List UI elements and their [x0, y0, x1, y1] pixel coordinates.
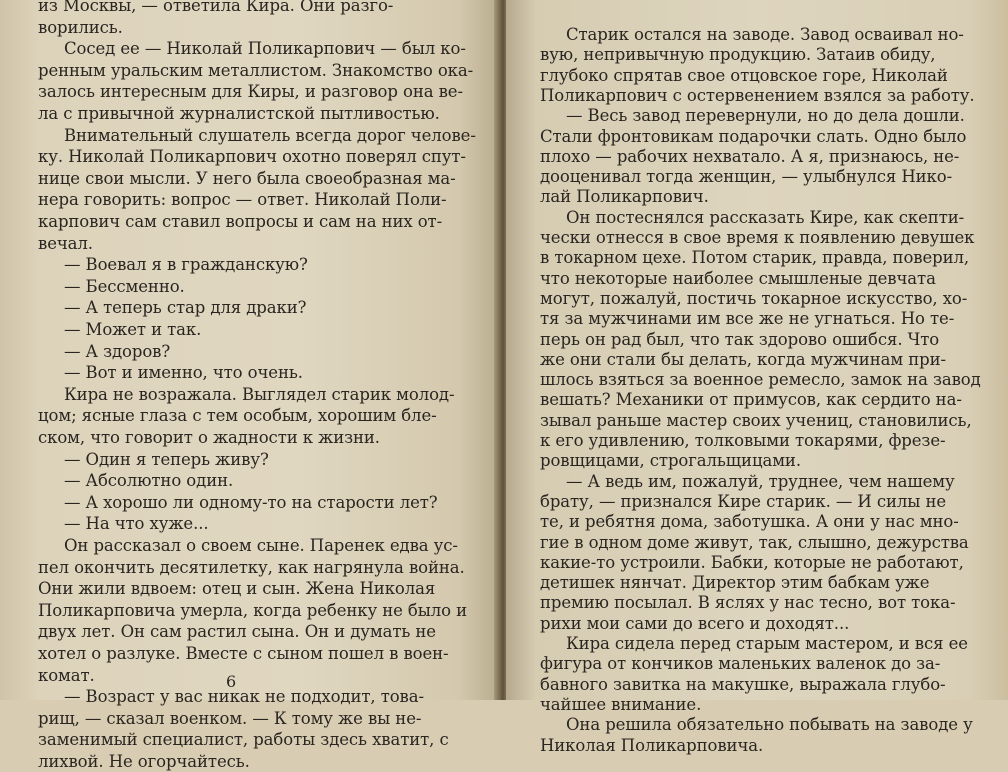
text-line: перь он рад был, что так здорово ошибся. Что	[540, 329, 940, 349]
text-line: Поликарповича умерла, когда ребенку не было и	[38, 600, 468, 620]
text-line: — Бессменно.	[64, 276, 185, 296]
text-line: — А ведь им, пожалуй, труднее, чем нашему	[566, 471, 955, 491]
text-line: нице свои мысли. У него была своеобразная ма-	[38, 168, 456, 188]
text-line: те, и ребятня дома, заботушка. А они у нас мно-	[540, 512, 959, 532]
text-line: шлось взяться за военное ремесло, замок на завод	[540, 370, 981, 390]
text-line: — Вот и именно, что очень.	[64, 363, 303, 383]
text-line: — Возраст у вас никак не подходит, това-	[64, 687, 424, 707]
text-line: глубоко спрятав свое отцовское горе, Николай	[540, 65, 948, 85]
text-line: бавного завитка на макушке, выражала глубо-	[540, 674, 946, 694]
text-line: ворились.	[38, 17, 123, 37]
text-line: Николая Поликарповича.	[540, 735, 764, 755]
text-line: — На что хуже...	[64, 514, 209, 534]
text-line: вешать? Механики от примусов, как сердито на-	[540, 390, 962, 410]
text-line: ла с привычной журналистской пытливостью.	[38, 104, 440, 123]
page-number: 6	[226, 672, 237, 691]
text-line: в токарном цехе. Потом старик, правда, поверил,	[540, 248, 970, 268]
text-line: Кира сидела перед старым мастером, и вся ее	[566, 634, 968, 653]
text-line: рищ, — сказал военком. — К тому же вы не-	[38, 708, 422, 728]
text-line: комат.	[38, 665, 95, 685]
text-line: заменимый специалист, работы здесь хватит, с	[38, 730, 449, 750]
text-line: к его удивлению, толковыми токарями, фрезе-	[540, 431, 946, 450]
text-line: Он рассказал о своем сыне. Паренек едва ус-	[64, 536, 458, 555]
text-line: Она решила обязательно побывать на заводе у	[566, 715, 973, 735]
text-line: детишек нянчат. Директор этим бабкам уже	[540, 573, 930, 593]
text-line: — Абсолютно один.	[64, 471, 234, 491]
text-line: ку. Николай Поликарпович охотно поверял спут-	[38, 147, 466, 167]
text-line: тя за мужчинами им все же не угнаться. Но те-	[540, 309, 955, 329]
text-line: вую, непривычную продукцию. Затаив обиду,	[540, 45, 936, 65]
text-line: нера говорить: вопрос — ответ. Николай Поли-	[38, 190, 447, 210]
right-page	[506, 0, 1008, 755]
text-line: плохо — рабочих нехватало. А я, признаюсь, не-	[540, 146, 960, 166]
text-line: — Весь завод перевернули, но до дела дошли.	[566, 106, 965, 126]
text-line: зывал раньше мастер своих учениц, становились,	[540, 410, 972, 430]
text-line: хотел о разлуке. Вместе с сыном пошел в воен-	[38, 644, 449, 663]
text-line: Сосед ее — Николай Поликарпович — был ко-	[64, 39, 466, 59]
text-line: Он постеснялся рассказать Кире, как скепти-	[566, 207, 965, 227]
text-line: ском, что говорит о жадности к жизни.	[38, 428, 380, 447]
text-line: цом; ясные глаза с тем особым, хорошим бле-	[38, 406, 437, 426]
text-line: карпович сам ставил вопросы и сам на них от-	[38, 212, 443, 231]
text-line: фигура от кончиков маленьких валенок до за-	[540, 654, 941, 674]
text-line: лай Поликарпович.	[540, 187, 709, 207]
text-line: брату, — признался Кире старик. — И силы не	[540, 491, 947, 511]
text-line: Стали фронтовикам подарочки слать. Одно было	[540, 126, 967, 146]
text-line: что некоторые наиболее смышленые девчата	[540, 268, 936, 288]
text-line: же они стали бы делать, когда мужчинам при-	[540, 349, 946, 369]
text-line: — А теперь стар для драки?	[64, 298, 307, 318]
text-line: ровщицами, строгальщицами.	[540, 451, 801, 471]
text-line: дооценивал тогда женщин, — улыбнулся Нико-	[540, 167, 953, 187]
text-line: — Один я теперь живу?	[64, 449, 269, 469]
text-line: Они жили вдвоем: отец и сын. Жена Николая	[38, 579, 436, 599]
text-line: Внимательный слушатель всегда дорог челове-	[64, 125, 476, 145]
text-line: — Может и так.	[64, 320, 202, 339]
text-line: вечал.	[38, 233, 93, 253]
text-line: Старик остался на заводе. Завод осваивал но-	[566, 25, 964, 44]
text-line: залось интересным для Киры, и разговор она ве-	[38, 82, 463, 102]
text-line: Поликарпович с остервенением взялся за работу.	[540, 85, 975, 105]
text-line: Кира не возражала. Выглядел старик молод-	[64, 384, 455, 404]
text-line: пел окончить десятилетку, как нагрянула война.	[38, 557, 465, 577]
text-line: чески отнесся в свое время к появлению девушек	[540, 228, 975, 247]
text-line: — А хорошо ли одному-то на старости лет?	[64, 492, 438, 512]
text-line: какие-то устроили. Бабки, которые не работают,	[540, 552, 964, 572]
text-line: рихи мои сами до всего и доходят...	[540, 613, 850, 633]
text-line: лихвой. Не огорчайтесь.	[38, 752, 250, 771]
text-line: из Москвы, — ответила Кира. Они разго-	[38, 0, 394, 15]
text-line: могут, пожалуй, постичь токарное искусство, хо-	[540, 288, 968, 308]
text-line: гие в одном доме живут, так, слышно, дежурства	[540, 532, 969, 552]
text-line: — А здоров?	[64, 341, 171, 361]
text-line: премию посылал. В яслях у нас тесно, вот тока-	[540, 593, 956, 613]
left-page	[0, 0, 498, 771]
text-line: двух лет. Он сам растил сына. Он и думать не	[38, 622, 436, 642]
text-line: — Воевал я в гражданскую?	[64, 255, 308, 275]
text-line: ренным уральским металлистом. Знакомство ока-	[38, 60, 474, 80]
text-line: чайшее внимание.	[540, 694, 702, 714]
